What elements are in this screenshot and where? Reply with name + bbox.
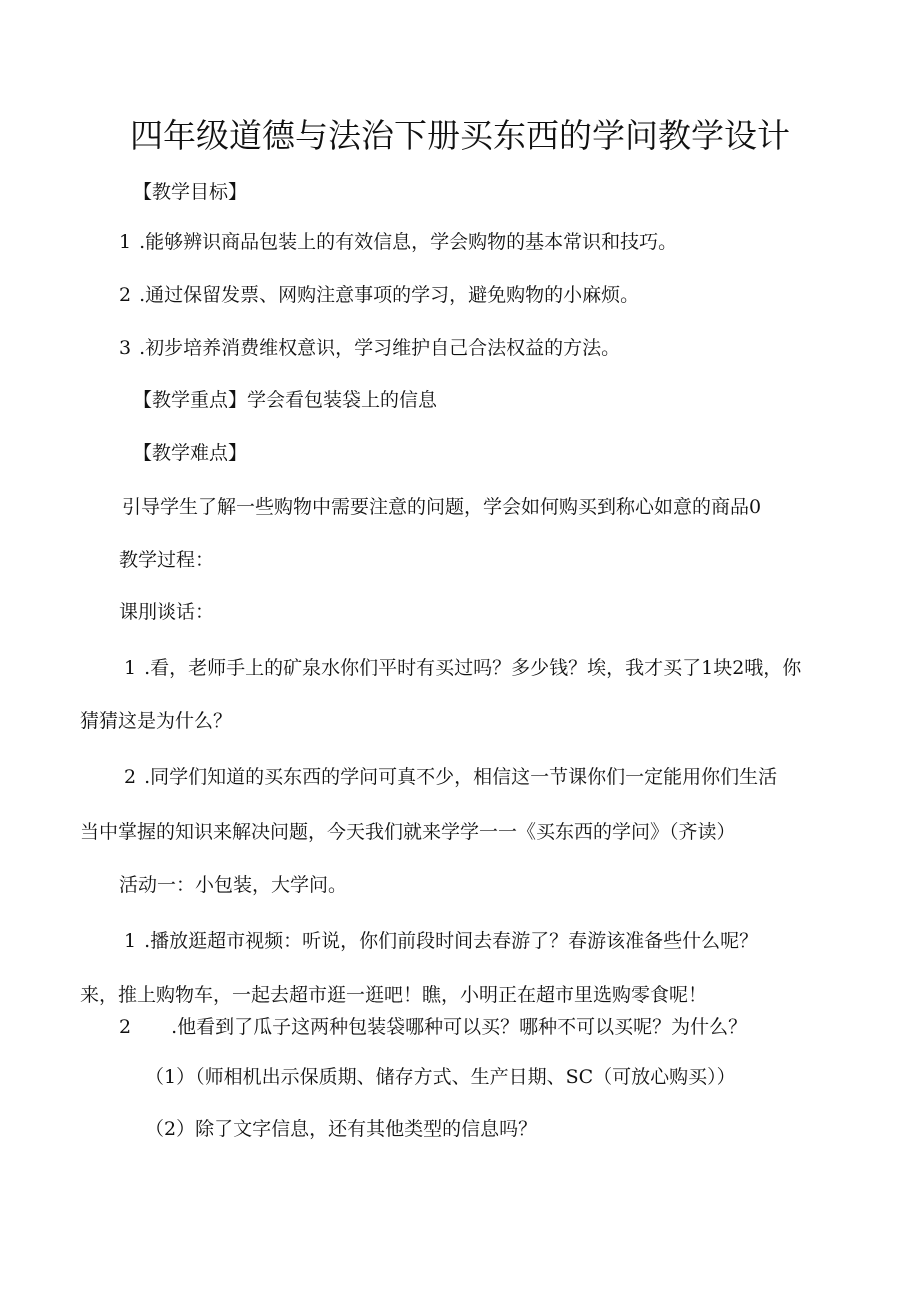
objective-item-3 xyxy=(119,336,620,360)
objective-text: .初步培养消费维权意识，学习维护自己合法权益的方法。 xyxy=(139,337,621,359)
document-title: 四年级道德与法治下册买东西的学问教学设计 xyxy=(130,116,790,155)
objective-number: 2 xyxy=(119,284,132,306)
talk-text: .同学们知道的买东西的学问可真不少，相信这一节课你们一定能用你们生活 xyxy=(144,766,778,788)
activity-number: 1 xyxy=(124,930,137,952)
sub-item-2: （2）除了文字信息，还有其他类型的信息吗？ xyxy=(145,1118,538,1140)
objective-text: .通过保留发票、网购注意事项的学习，避免购物的小麻烦。 xyxy=(139,284,640,306)
objective-number: 3 xyxy=(119,337,132,359)
pre-class-heading: 课刖谈话： xyxy=(119,601,215,623)
talk-1-line-2: 猜猜这是为什么？ xyxy=(80,710,233,732)
activity-1-item-2 xyxy=(119,1015,747,1039)
sub-item-1: （1）（师相机出示保质期、储存方式、生产日期、SC（可放心购买）） xyxy=(145,1066,736,1088)
activity-1-heading: 活动一：小包装，大学问。 xyxy=(119,874,348,896)
objective-text: .能够辨识商品包装上的有效信息，学会购物的基本常识和技巧。 xyxy=(139,231,678,253)
objectives-heading: 【教学目标】 xyxy=(133,181,248,203)
objective-item-1 xyxy=(119,230,677,254)
activity-text: .他看到了瓜子这两种包装袋哪种可以买？哪种不可以买呢？为什么？ xyxy=(171,1016,748,1038)
talk-number: 1 xyxy=(124,657,137,679)
objective-number: 1 xyxy=(119,231,132,253)
talk-1-line-1 xyxy=(124,656,801,680)
difficulty-heading: 【教学难点】 xyxy=(133,442,248,464)
activity-text: .播放逛超市视频：听说，你们前段时间去春游了？春游该准备些什么呢？ xyxy=(144,930,759,952)
talk-text: .看，老师手上的矿泉水你们平时有买过吗？多少钱？埃，我才买了1块2哦，你 xyxy=(144,657,802,679)
talk-2-line-1 xyxy=(124,765,777,789)
difficulty-text: 引导学生了解一些购物中需要注意的问题，学会如何购买到称心如意的商品0 xyxy=(122,496,762,518)
activity-number: 2 xyxy=(119,1016,132,1038)
talk-number: 2 xyxy=(124,766,137,788)
activity-1-item-1-line-1 xyxy=(124,929,758,953)
process-heading: 教学过程： xyxy=(119,549,215,571)
objective-item-2 xyxy=(119,283,639,307)
activity-1-item-1-line-2: 来，推上购物车，一起去超市逛一逛吧！瞧，小明正在超市里选购零食呢！ xyxy=(80,984,708,1006)
key-point: 【教学重点】学会看包装袋上的信息 xyxy=(133,389,438,411)
talk-2-line-2: 当中掌握的知识来解决问题，今天我们就来学学一一《买东西的学问》（齐读） xyxy=(80,821,736,843)
